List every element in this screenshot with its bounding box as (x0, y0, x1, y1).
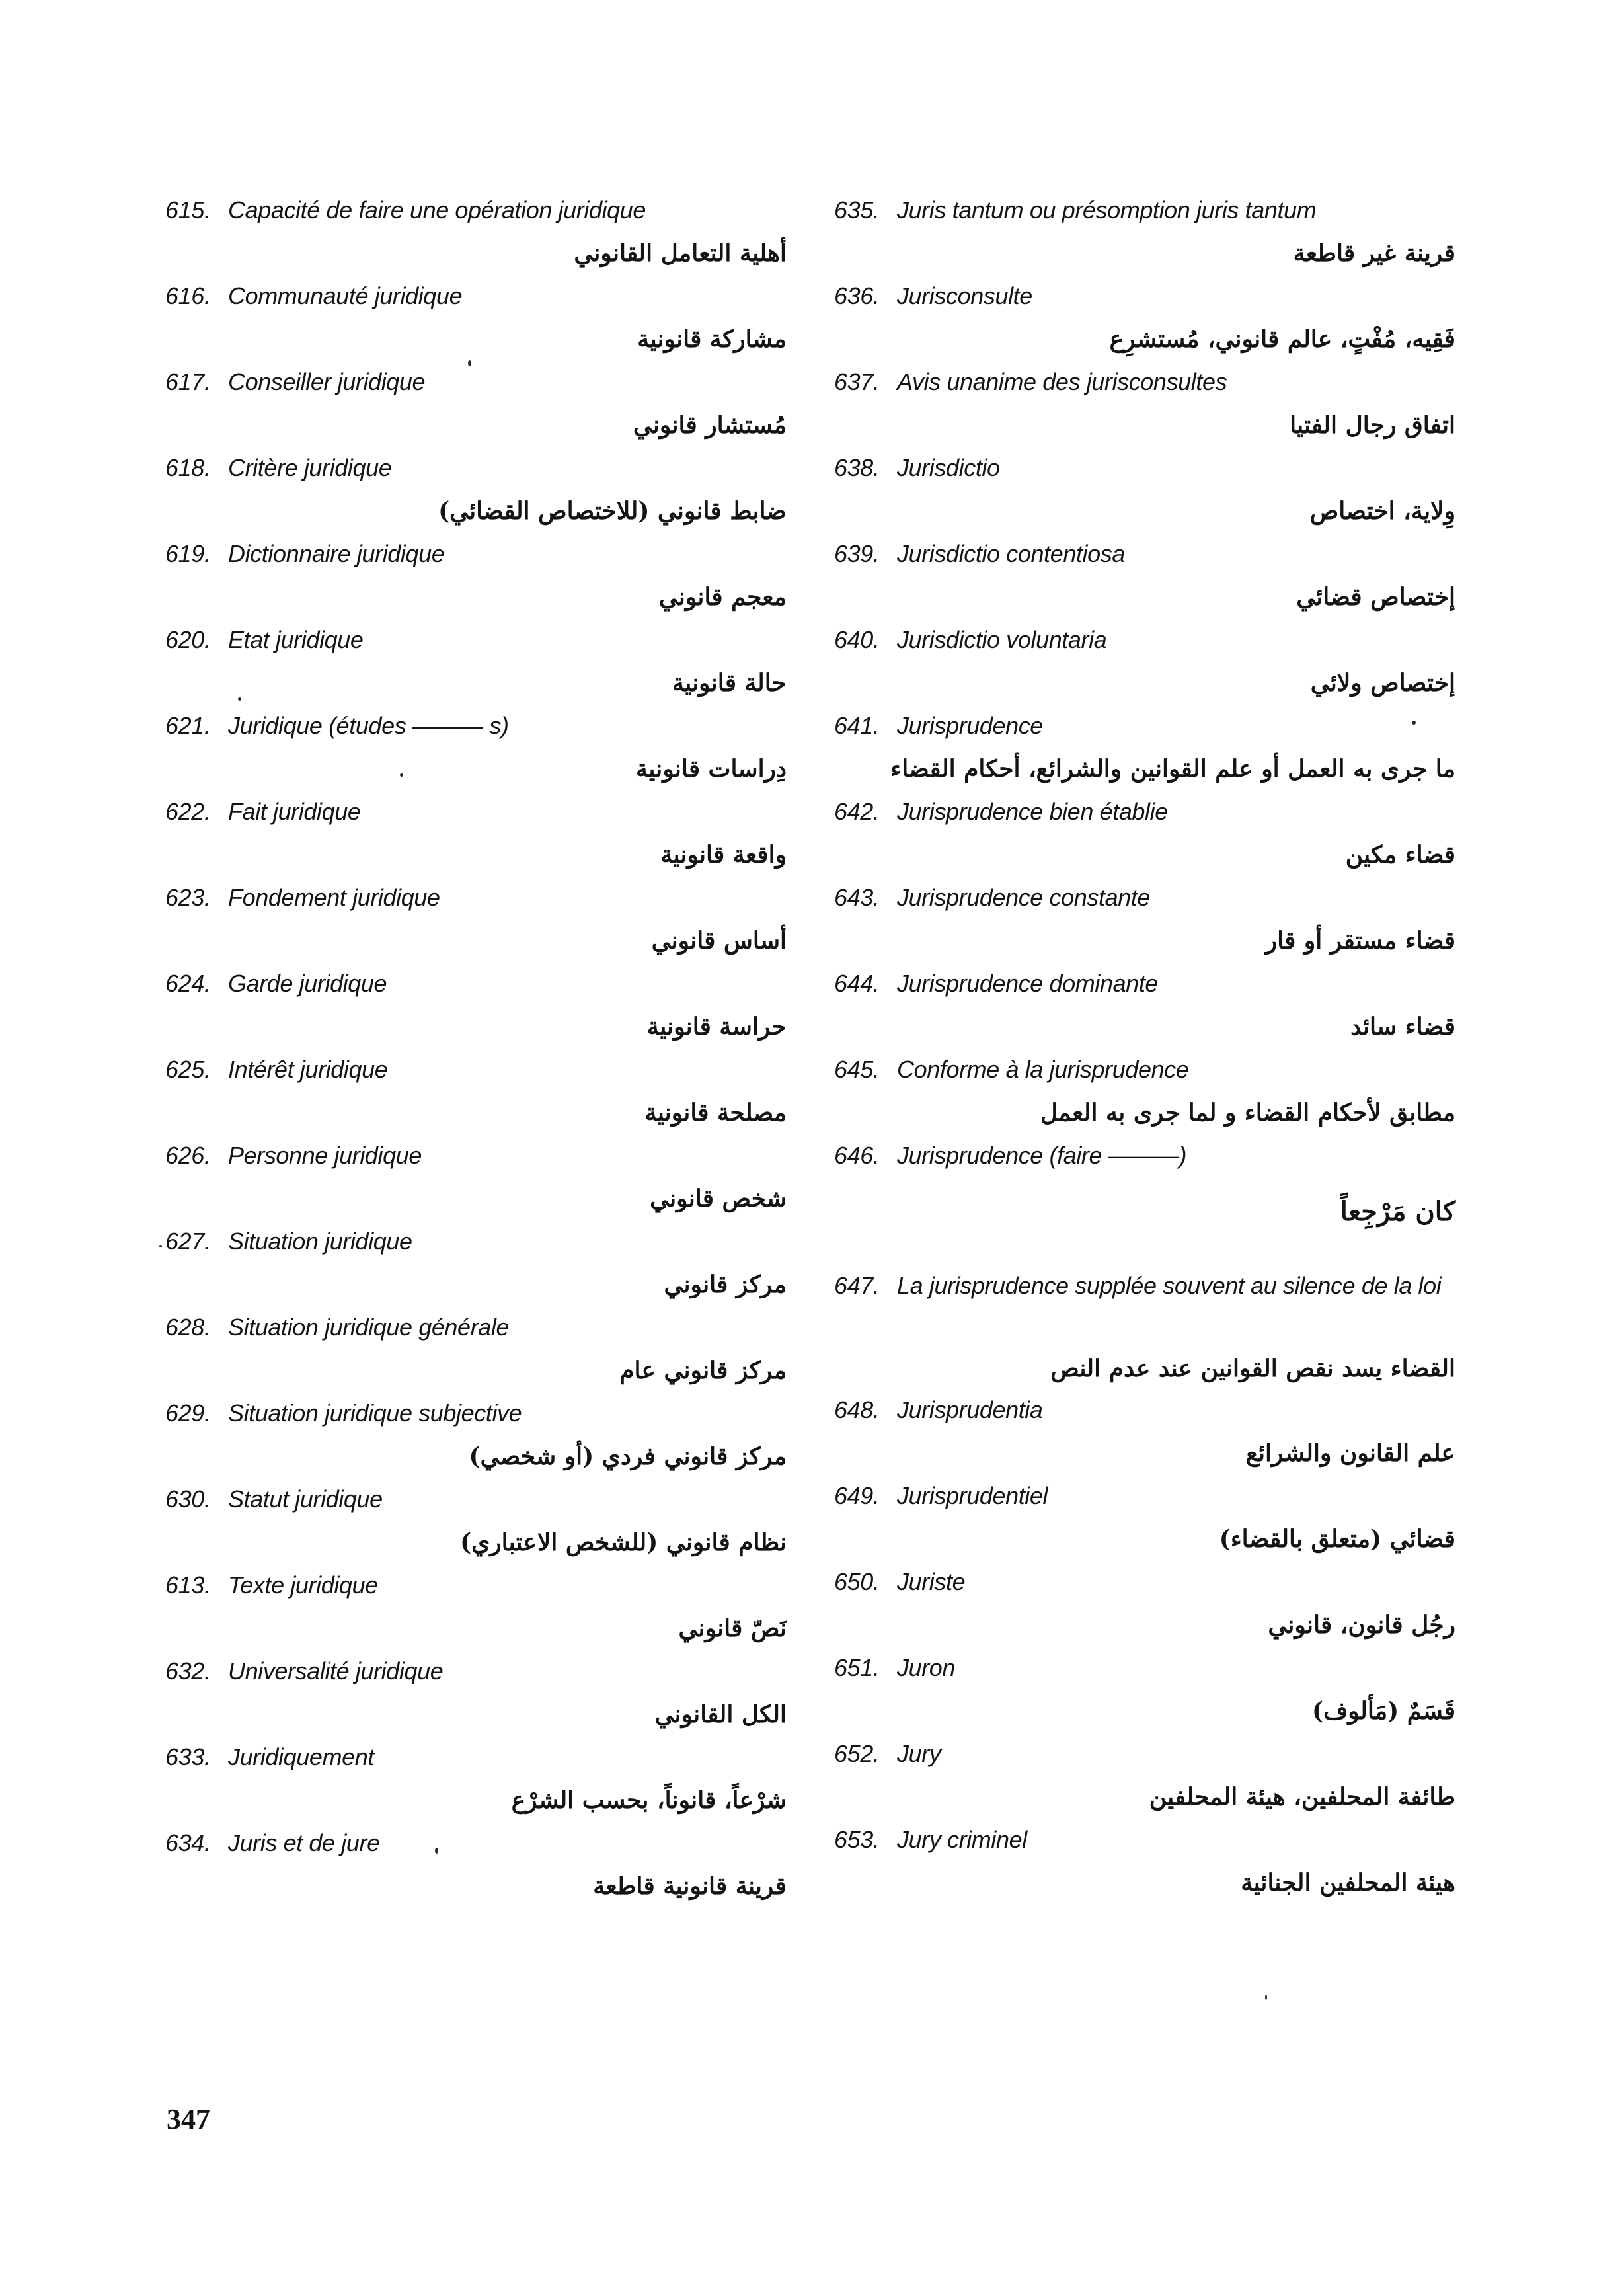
french-term: La jurisprudence supplée souvent au silence de la loi (897, 1272, 1442, 1299)
entry-number: 647. (834, 1272, 880, 1299)
entry-number: 639. (834, 540, 880, 567)
arabic-translation: حراسة قانونية (646, 1013, 787, 1041)
entry-627 (165, 1222, 787, 1308)
french-term: Juris tantum ou présomption juris tantum (897, 196, 1317, 223)
page-number: 347 (167, 2103, 210, 2135)
french-term-line (834, 1820, 1027, 1860)
french-term: Jurisprudence constante (897, 884, 1151, 911)
arabic-translation: أهلية التعامل القانوني (574, 239, 787, 267)
entry-number: 649. (834, 1482, 880, 1509)
french-term-line (834, 1265, 1469, 1307)
arabic-translation: وِلاية، اختصاص (1309, 497, 1455, 525)
entry-625 (165, 1050, 787, 1136)
arabic-translation: القضاء يسد نقص القوانين عند عدم النص (1050, 1355, 1455, 1382)
entry-623 (165, 878, 787, 964)
arabic-translation: معجم قانوني (658, 583, 787, 611)
french-term: Jury criminel (897, 1826, 1027, 1853)
arabic-translation: الكل القانوني (654, 1700, 787, 1728)
arabic-translation: رجُل قانون، قانوني (1268, 1611, 1455, 1639)
french-term: Jurisdictio voluntaria (897, 626, 1107, 653)
french-term: Conforme à la jurisprudence (897, 1056, 1189, 1083)
arabic-translation: قَسَمٌ (مَألوف) (1311, 1697, 1455, 1725)
french-term: Critère juridique (228, 454, 392, 481)
entry-number: 618. (165, 454, 211, 481)
arabic-translation: إختصاص قضائي (1296, 583, 1455, 611)
entry-642 (834, 792, 1455, 878)
arabic-translation: اتفاق رجال الفتيا (1290, 411, 1455, 439)
french-term: Fait juridique (228, 798, 361, 825)
french-term-line (834, 276, 1032, 316)
entry-616 (165, 276, 787, 362)
entry-number: 635. (834, 196, 880, 223)
french-term-line (834, 362, 1227, 402)
scan-speck (435, 1848, 438, 1854)
french-term-line (165, 534, 444, 574)
entry-621 (165, 706, 787, 792)
scan-speck (1412, 721, 1416, 725)
entry-622 (165, 792, 787, 878)
arabic-translation: قرينة قانونية قاطعة (593, 1872, 787, 1900)
arabic-translation: أساس قانوني (651, 927, 787, 955)
entry-number: 617. (165, 368, 211, 395)
arabic-translation: نظام قانوني (للشخص الاعتباري) (460, 1528, 787, 1556)
french-term: Universalité juridique (228, 1657, 444, 1684)
french-term-line (834, 1136, 1186, 1175)
french-term: Conseiller juridique (228, 368, 426, 395)
entry-number: 622. (165, 798, 211, 825)
french-term: Jurisconsulte (897, 282, 1032, 309)
french-term: Texte juridique (228, 1571, 378, 1599)
scan-speck (159, 1245, 162, 1247)
entry-number: 632. (165, 1657, 211, 1684)
entry-645 (834, 1050, 1455, 1136)
entry-628 (165, 1308, 787, 1394)
entry-613 (165, 1565, 787, 1651)
entry-number: 621. (165, 712, 211, 739)
french-term-line (834, 448, 1000, 488)
french-term-line (834, 706, 1043, 746)
arabic-translation: دِراسات قانونية (636, 755, 787, 783)
right-column (834, 190, 1455, 1906)
arabic-translation: حالة قانونية (672, 669, 787, 697)
french-term-line (165, 1565, 378, 1605)
arabic-translation: قضائي (متعلق بالقضاء) (1219, 1525, 1455, 1553)
french-term-line (165, 1394, 522, 1433)
entry-number: 640. (834, 626, 880, 653)
french-term-line (165, 448, 391, 488)
french-term-line (165, 1136, 422, 1175)
arabic-translation: قرينة غير قاطعة (1293, 239, 1455, 267)
french-term-line (165, 190, 646, 230)
entry-639 (834, 534, 1455, 620)
french-term-line (834, 1476, 1048, 1516)
french-term-line (834, 1562, 965, 1602)
entry-653 (834, 1820, 1455, 1906)
entry-number: 625. (165, 1056, 211, 1083)
french-term-line (165, 878, 440, 918)
french-term-line (834, 1050, 1188, 1089)
entry-648 (834, 1390, 1455, 1476)
entry-number: 636. (834, 282, 880, 309)
french-term: Juris et de jure (228, 1829, 380, 1856)
french-term-line (165, 276, 462, 316)
french-term: Statut juridique (228, 1485, 383, 1513)
arabic-translation: قضاء مكين (1345, 841, 1455, 869)
entry-number: 634. (165, 1829, 211, 1856)
entry-635 (834, 190, 1455, 276)
french-term-line (165, 1823, 380, 1863)
entry-number: 615. (165, 196, 211, 223)
entry-number: 638. (834, 454, 880, 481)
entry-640 (834, 620, 1455, 706)
arabic-translation: مركز قانوني فردي (أو شخصي) (469, 1443, 787, 1470)
entry-643 (834, 878, 1455, 964)
french-term: Juridiquement (228, 1743, 374, 1770)
arabic-translation: واقعة قانونية (660, 841, 787, 869)
entry-636 (834, 276, 1455, 362)
scan-speck (468, 360, 471, 366)
arabic-translation: شخص قانوني (650, 1185, 787, 1212)
entry-number: 626. (165, 1142, 211, 1169)
entry-650 (834, 1562, 1455, 1648)
arabic-translation: ضابط قانوني (للاختصاص القضائي) (438, 497, 787, 525)
french-term-line (834, 1648, 955, 1688)
entry-number: 651. (834, 1654, 880, 1681)
french-term: Capacité de faire une opération juridique (228, 196, 646, 223)
entry-644 (834, 964, 1455, 1050)
french-term: Juron (897, 1654, 956, 1681)
scan-speck (400, 773, 403, 777)
entry-number: 627. (165, 1228, 211, 1255)
french-term-line (165, 964, 387, 1004)
french-term: Jurisprudentia (897, 1396, 1043, 1423)
entry-number: 637. (834, 368, 880, 395)
french-term: Garde juridique (228, 970, 387, 997)
french-term-line (165, 1308, 509, 1347)
french-term: Personne juridique (228, 1142, 422, 1169)
arabic-translation: هيئة المحلفين الجنائية (1241, 1869, 1455, 1897)
french-term: Intérêt juridique (228, 1056, 388, 1083)
entry-638 (834, 448, 1455, 534)
french-term: Fondement juridique (228, 884, 440, 911)
arabic-translation: مطابق لأحكام القضاء و لما جرى به العمل (1040, 1099, 1455, 1127)
french-term: Jurisprudentiel (897, 1482, 1048, 1509)
french-term: Situation juridique générale (228, 1314, 510, 1341)
entry-646 (834, 1136, 1455, 1265)
french-term-line (165, 362, 425, 402)
arabic-translation: كان مَرْجِعاً (1340, 1196, 1455, 1227)
arabic-translation: فَقِيه، مُفْتٍ، عالم قانوني، مُستشرِع (1109, 325, 1455, 353)
entry-number: 629. (165, 1400, 211, 1427)
arabic-translation: علم القانون والشرائع (1245, 1439, 1455, 1467)
entry-number: 616. (165, 282, 211, 309)
entry-630 (165, 1480, 787, 1565)
entry-651 (834, 1648, 1455, 1734)
french-term-line (834, 190, 1316, 230)
french-term-line (165, 1050, 387, 1089)
french-term: Situation juridique subjective (228, 1400, 522, 1427)
french-term-line (834, 534, 1125, 574)
entry-617 (165, 362, 787, 448)
entry-629 (165, 1394, 787, 1480)
french-term: Juridique (études ——— s) (228, 712, 509, 739)
entry-number: 645. (834, 1056, 880, 1083)
arabic-translation: نَصّ قانوني (678, 1614, 787, 1642)
entry-number: 644. (834, 970, 880, 997)
entry-number: 624. (165, 970, 211, 997)
entry-number: 646. (834, 1142, 880, 1169)
entry-number: 623. (165, 884, 211, 911)
french-term-line (165, 1480, 383, 1519)
entry-number: 642. (834, 798, 880, 825)
french-term-line (834, 792, 1168, 832)
arabic-translation: مركز قانوني عام (619, 1357, 787, 1384)
french-term: Juriste (897, 1568, 966, 1595)
entry-637 (834, 362, 1455, 448)
entry-number: 613. (165, 1571, 211, 1599)
entry-633 (165, 1737, 787, 1823)
entry-number: 653. (834, 1826, 880, 1853)
french-term-line (165, 1737, 374, 1777)
french-term: Jurisdictio (897, 454, 1000, 481)
french-term-line (834, 620, 1106, 660)
arabic-translation: إختصاص ولائي (1310, 669, 1455, 697)
entry-number: 630. (165, 1485, 211, 1513)
french-term-line (165, 1651, 443, 1691)
entry-652 (834, 1734, 1455, 1820)
french-term: Jury (897, 1740, 941, 1767)
entry-number: 620. (165, 626, 211, 653)
entry-632 (165, 1651, 787, 1737)
entry-619 (165, 534, 787, 620)
arabic-translation: ما جرى به العمل أو علم القوانين والشرائع، أحكام القضاء (890, 755, 1455, 783)
entry-number: 641. (834, 712, 880, 739)
french-term: Jurisprudence (897, 712, 1043, 739)
entry-620 (165, 620, 787, 706)
french-term-line (834, 1734, 941, 1774)
entry-number: 628. (165, 1314, 211, 1341)
french-term: Jurisprudence (faire ———) (897, 1142, 1187, 1169)
french-term: Dictionnaire juridique (228, 540, 445, 567)
arabic-translation: مركز قانوني (664, 1271, 787, 1298)
arabic-translation: مشاركة قانونية (637, 325, 787, 353)
french-term: Etat juridique (228, 626, 364, 653)
left-column (165, 190, 787, 1909)
arabic-translation: مصلحة قانونية (644, 1099, 787, 1127)
entry-615 (165, 190, 787, 276)
entry-number: 633. (165, 1743, 211, 1770)
entry-number: 643. (834, 884, 880, 911)
french-term: Situation juridique (228, 1228, 412, 1255)
arabic-translation: شرْعاً، قانوناً، بحسب الشرْع (511, 1786, 787, 1814)
entry-647 (834, 1265, 1455, 1390)
entry-618 (165, 448, 787, 534)
arabic-translation: مُستشار قانوني (633, 411, 787, 439)
french-term-line (165, 620, 364, 660)
french-term: Communauté juridique (228, 282, 463, 309)
arabic-translation: طائفة المحلفين، هيئة المحلفين (1149, 1783, 1455, 1811)
entry-number: 650. (834, 1568, 880, 1595)
scan-speck (1265, 1995, 1267, 2000)
entry-649 (834, 1476, 1455, 1562)
entry-626 (165, 1136, 787, 1222)
french-term: Jurisprudence dominante (897, 970, 1159, 997)
entry-624 (165, 964, 787, 1050)
french-term-line (834, 964, 1158, 1004)
entry-number: 619. (165, 540, 211, 567)
entry-number: 652. (834, 1740, 880, 1767)
french-term-line (834, 878, 1150, 918)
french-term: Jurisdictio contentiosa (897, 540, 1125, 567)
entry-641 (834, 706, 1455, 792)
scan-speck (238, 697, 241, 701)
arabic-translation: قضاء مستقر أو قار (1265, 927, 1455, 955)
french-term-line (165, 1222, 412, 1261)
french-term-line (165, 706, 509, 746)
french-term: Avis unanime des jurisconsultes (897, 368, 1227, 395)
entry-634 (165, 1823, 787, 1909)
arabic-translation: قضاء سائد (1350, 1013, 1455, 1041)
french-term: Jurisprudence bien établie (897, 798, 1168, 825)
french-term-line (165, 792, 361, 832)
entry-number: 648. (834, 1396, 880, 1423)
french-term-line (834, 1390, 1043, 1430)
